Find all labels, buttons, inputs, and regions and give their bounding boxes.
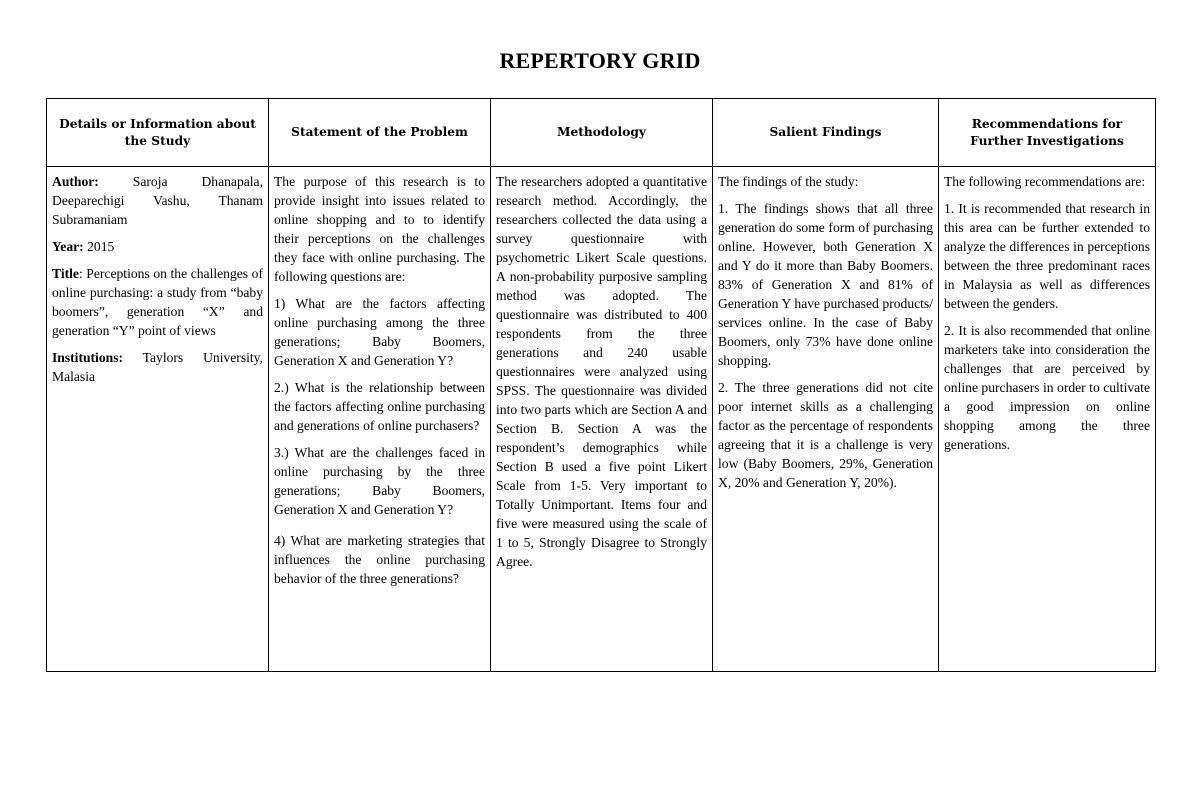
author-entry xyxy=(52,172,263,229)
author-value: Saroja Dhanapala, Deeparechigi Vashu, Thanam Subramaniam xyxy=(52,174,263,227)
recommendation-1: 1. It is recommended that research in this area can be further extended to analyze the differences in perceptions between the three predominant races in Malaysia as well as differences between the genders. xyxy=(944,201,1150,311)
details-cell xyxy=(47,167,269,672)
title-value: : Perceptions on the challenges of online purchasing: a study from “baby boomers”, generation “X” and generation “Y” point of views xyxy=(52,266,263,338)
header-methodology: Methodology xyxy=(491,99,713,167)
institutions-label: Institutions: xyxy=(52,350,124,365)
author-label: Author: xyxy=(52,174,99,189)
header-recommendations: Recommendations for Further Investigations xyxy=(939,99,1156,167)
finding-2: 2. The three generations did not cite poor internet skills as a challenging factor as the percentage of respondents agreeing that it is a challenge is very low (Baby Boomers, 29%, Generation X, 20% and Generation Y, 20%). xyxy=(718,380,933,490)
problem-question-4: 4) What are marketing strategies that influences the online purchasing behavior of the three generations? xyxy=(274,533,485,586)
recommendations-cell xyxy=(939,167,1156,672)
title-label: Title xyxy=(52,266,79,281)
header-row xyxy=(47,99,1156,167)
methodology-text: The researchers adopted a quantitative research method. Accordingly, the researchers collected the data using a survey questionnaire with psychometric Likert Scale questions. A non-probability purposive sampling method was adopted. The questionnaire was distributed to 400 respondents from the three generations and 240 usable questionnaires were analyzed using SPSS. The questionnaire was divided into two parts which are Section A and Section B. Section A was the respondent’s demographics while Section B used a five point Likert Scale from 1-5. Very important to Totally Unimportant. Items four and five were measured using the scale of 1 to 5, Strongly Disagree to Strongly Agree. xyxy=(496,174,707,569)
year-value: 2015 xyxy=(87,239,115,254)
problem-intro: The purpose of this research is to provide insight into issues related to online shopping and to to identify their perceptions on the challenges they face with online purchasing. The following questions are: xyxy=(274,174,485,284)
recommendations-intro: The following recommendations are: xyxy=(944,174,1146,189)
institutions-entry xyxy=(52,348,263,386)
recommendation-2: 2. It is also recommended that online marketers take into consideration the challenges that are perceived by online purchasers in order to cultivate a good impression on online shopping among the three generations. xyxy=(944,323,1150,452)
page-title: REPERTORY GRID xyxy=(499,48,701,73)
findings-cell xyxy=(713,167,939,672)
year-label: Year: xyxy=(52,239,84,254)
header-findings: Salient Findings xyxy=(713,99,939,167)
findings-intro: The findings of the study: xyxy=(718,174,859,189)
header-problem: Statement of the Problem xyxy=(269,99,491,167)
methodology-cell xyxy=(491,167,713,672)
title-entry xyxy=(52,264,263,340)
institutions-value: Taylors University, Malasia xyxy=(52,350,263,384)
year-entry xyxy=(52,237,263,256)
finding-1: 1. The findings shows that all three generation do some form of purchasing online. However, both Generation X and Y do it more than Baby Boomers. 83% of Generation X and 81% of Generation Y have purchased products/ services online. In the case of Baby Boomers, only 73% have done online shopping. xyxy=(718,201,933,368)
header-details: Details or Information about the Study xyxy=(47,99,269,167)
problem-question-1: 1) What are the factors affecting online purchasing among the three generations; Baby Boomers, Generation X and Generation Y? xyxy=(274,296,485,368)
problem-question-2: 2.) What is the relationship between the factors affecting online purchasing and generations of online purchasers? xyxy=(274,380,485,433)
problem-question-3: 3.) What are the challenges faced in online purchasing by the three generations; Baby Boomers, Generation X and Generation Y? xyxy=(274,445,485,517)
problem-cell xyxy=(269,167,491,672)
repertory-grid-table xyxy=(46,98,1156,672)
content-row xyxy=(47,167,1156,672)
